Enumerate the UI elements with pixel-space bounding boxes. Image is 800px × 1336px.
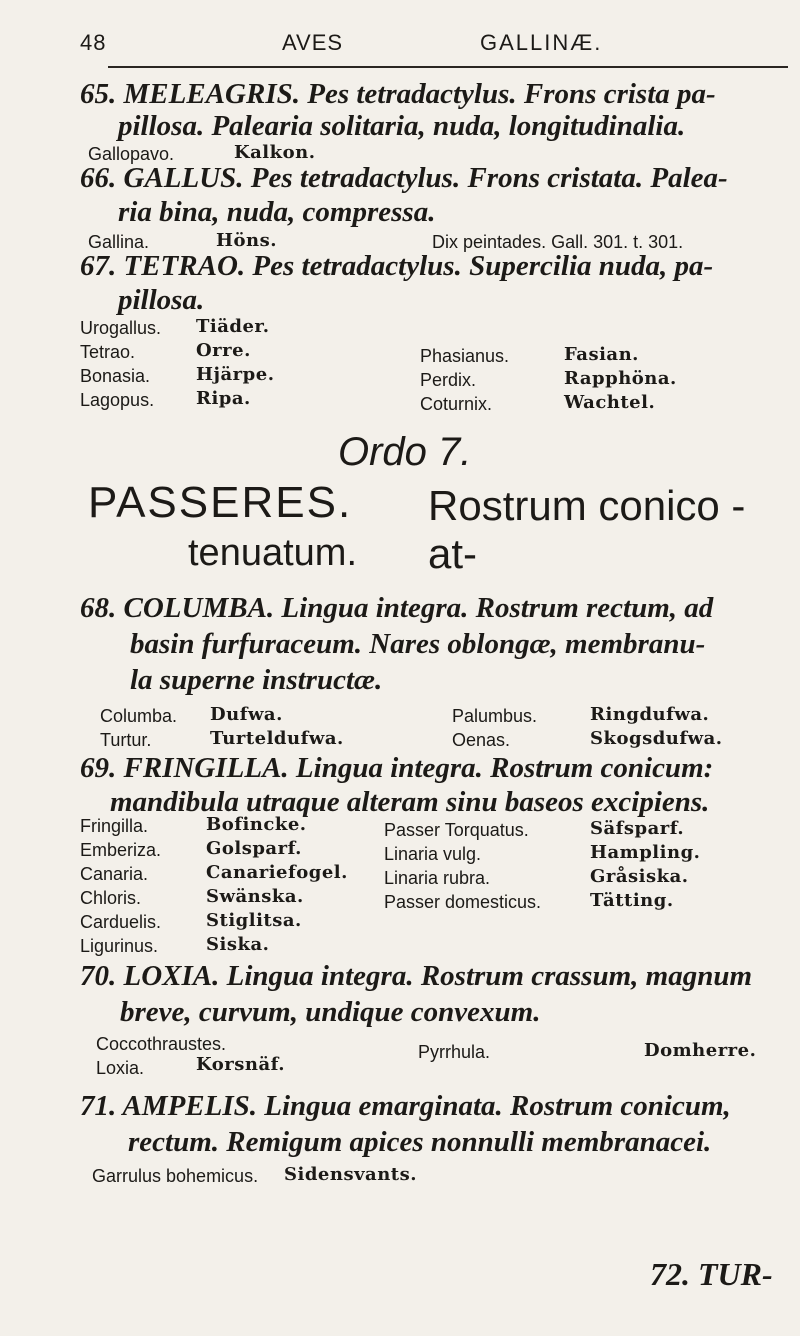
- species-vernacular: Hjärpe.: [196, 364, 275, 385]
- species-latin: Ligurinus.: [80, 936, 159, 956]
- species-latin: Carduelis.: [80, 912, 162, 932]
- header-left-title: AVES: [282, 30, 344, 55]
- species-latin: Passer domesticus.: [384, 892, 542, 912]
- species-vernacular: Hampling.: [590, 842, 701, 863]
- species-latin: Loxia.: [96, 1058, 145, 1078]
- species-latin: Canaria.: [80, 864, 149, 884]
- entry-number: 66.: [80, 162, 117, 194]
- entry-71-line1: [80, 1090, 731, 1123]
- entry-description: Pes tetradactylus. Supercilia nuda, pa-: [252, 250, 714, 282]
- entry-70-line1: [80, 960, 752, 993]
- species-vernacular: Kalkon.: [234, 142, 316, 163]
- entry-70-line2: breve, curvum, undique convexum.: [120, 996, 541, 1028]
- species-vernacular: Skogsdufwa.: [590, 728, 723, 749]
- entry-number: 70.: [80, 960, 117, 992]
- species-latin: Gallopavo.: [88, 144, 175, 164]
- entry-number: 68.: [80, 592, 117, 624]
- entry-69-line1: [80, 752, 713, 785]
- species-vernacular: Höns.: [216, 230, 277, 251]
- species-vernacular: Turteldufwa.: [210, 728, 344, 749]
- entry-description: Lingua integra. Rostrum rectum, ad: [281, 592, 714, 624]
- entry-69-line2: mandibula utraque alteram sinu baseos excipiens.: [110, 786, 710, 818]
- page-number: 48: [80, 30, 107, 55]
- species-latin: Garrulus bohemicus.: [92, 1166, 259, 1186]
- species-latin: Chloris.: [80, 888, 142, 908]
- genus-name: AMPELIS.: [122, 1090, 258, 1122]
- species-vernacular: Stiglitsa.: [206, 910, 302, 931]
- species-vernacular: Bofincke.: [206, 814, 307, 835]
- species-latin: Palumbus.: [452, 706, 538, 726]
- entry-description: Lingua emarginata. Rostrum conicum,: [264, 1090, 731, 1122]
- species-latin: Fringilla.: [80, 816, 149, 836]
- species-vernacular: Säfsparf.: [590, 818, 685, 839]
- entry-number: 71.: [80, 1090, 117, 1122]
- entry-65-line2: pillosa. Palearia solitaria, nuda, longitudinalia.: [118, 110, 686, 142]
- species-latin: Emberiza.: [80, 840, 162, 860]
- entry-65-line1: [80, 78, 716, 111]
- species-latin: Passer Torquatus.: [384, 820, 529, 840]
- entry-description: Lingua integra. Rostrum conicum:: [295, 752, 714, 784]
- entry-number: 67.: [80, 250, 117, 282]
- entry-67-line2: pillosa.: [118, 284, 205, 316]
- entry-66-line1: [80, 162, 728, 195]
- entry-description: Pes tetradactylus.: [307, 78, 517, 110]
- species-vernacular: Domherre.: [644, 1040, 757, 1061]
- species-latin: Oenas.: [452, 730, 511, 750]
- entry-67-line1: [80, 250, 713, 283]
- species-latin: Tetrao.: [80, 342, 136, 362]
- order-description-cont: tenuatum.: [188, 532, 357, 574]
- species-latin: Bonasia.: [80, 366, 151, 386]
- entry-66-line2: ria bina, nuda, compressa.: [118, 196, 436, 228]
- species-latin: Perdix.: [420, 370, 477, 390]
- entry-number: 65.: [80, 78, 117, 110]
- species-latin: Lagopus.: [80, 390, 155, 410]
- species-latin: Columba.: [100, 706, 178, 726]
- species-latin: Linaria vulg.: [384, 844, 482, 864]
- entry-71-line2: rectum. Remigum apices nonnulli membranacei.: [128, 1126, 712, 1158]
- genus-name: GALLUS.: [123, 162, 244, 194]
- species-latin: Urogallus.: [80, 318, 162, 338]
- running-header: [80, 30, 740, 64]
- order-label: Ordo 7.: [338, 430, 472, 474]
- order-title: PASSERES.: [88, 478, 353, 527]
- species-vernacular: Ringdufwa.: [590, 704, 710, 725]
- species-vernacular: Canariefogel.: [206, 862, 348, 883]
- entry-number: 69.: [80, 752, 117, 784]
- species-vernacular: Gråsiska.: [590, 866, 689, 887]
- species-vernacular: Tätting.: [590, 890, 674, 911]
- species-vernacular: Wachtel.: [564, 392, 656, 413]
- genus-name: MELEAGRIS.: [123, 78, 300, 110]
- species-vernacular: Rapphöna.: [564, 368, 677, 389]
- order-description: Rostrum conico - at-: [428, 482, 746, 577]
- species-vernacular: Dufwa.: [210, 704, 283, 725]
- genus-name: TETRAO.: [123, 250, 246, 282]
- genus-name: LOXIA.: [123, 960, 220, 992]
- species-latin: Turtur.: [100, 730, 152, 750]
- genus-name: FRINGILLA.: [123, 752, 289, 784]
- species-vernacular: Tiäder.: [196, 316, 270, 337]
- species-vernacular: Sidensvants.: [284, 1164, 418, 1185]
- species-vernacular: Swänska.: [206, 886, 304, 907]
- entry-description: Frons crista pa-: [523, 78, 716, 110]
- reference-note: Dix peintades. Gall. 301. t. 301.: [432, 232, 684, 252]
- catchword: 72. TUR-: [650, 1256, 773, 1292]
- header-right-title: GALLINÆ.: [480, 30, 603, 55]
- species-latin: Gallina.: [88, 232, 150, 252]
- species-vernacular: Siska.: [206, 934, 270, 955]
- genus-name: COLUMBA.: [123, 592, 275, 624]
- species-latin: Phasianus.: [420, 346, 510, 366]
- entry-description: Lingua integra. Rostrum crassum, magnum: [226, 960, 753, 992]
- species-latin: Linaria rubra.: [384, 868, 491, 888]
- header-rule: [108, 66, 788, 68]
- entry-description: Pes tetradactylus. Frons cristata. Palea-: [250, 162, 728, 194]
- species-vernacular: Golsparf.: [206, 838, 302, 859]
- species-vernacular: Orre.: [196, 340, 251, 361]
- species-latin: Pyrrhula.: [418, 1042, 491, 1062]
- entry-68-line3: la superne instructæ.: [130, 664, 383, 696]
- species-latin: Coturnix.: [420, 394, 493, 414]
- entry-68-line2: basin furfuraceum. Nares oblongæ, membranu-: [130, 628, 706, 660]
- species-vernacular: Fasian.: [564, 344, 639, 365]
- species-vernacular: Ripa.: [196, 388, 251, 409]
- species-latin: Coccothraustes.: [96, 1034, 227, 1054]
- species-vernacular: Korsnäf.: [196, 1054, 285, 1075]
- entry-68-line1: [80, 592, 713, 625]
